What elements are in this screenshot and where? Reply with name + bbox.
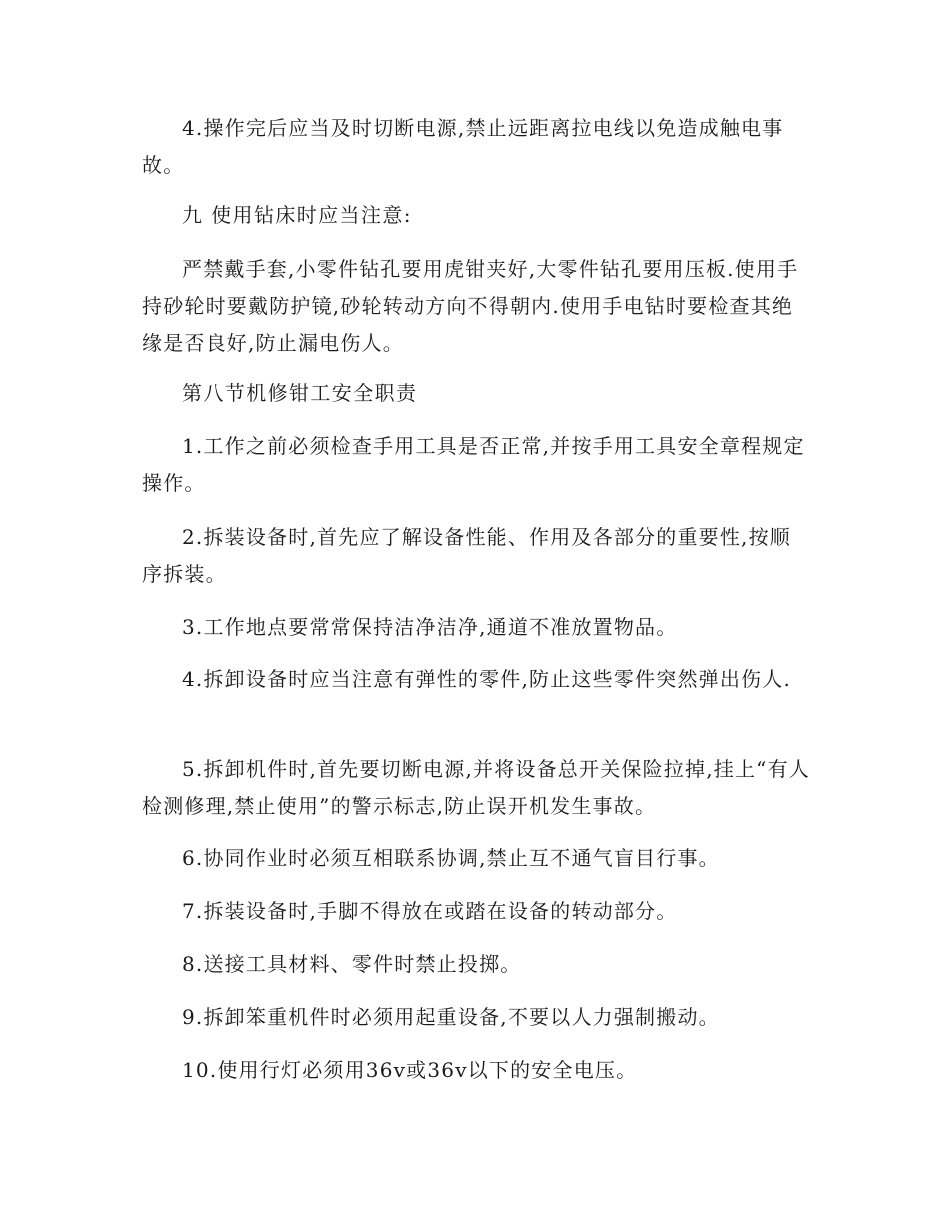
- list-item-3: 3.工作地点要常常保持洁净洁净,通道不准放置物品。: [182, 615, 678, 639]
- paragraph-power-off: 4.操作完后应当及时切断电源,禁止远距离拉电线以免造成触电事故。: [142, 116, 784, 177]
- paragraph-drill-press-rules: 严禁戴手套,小零件钻孔要用虎钳夹好,大零件钻孔要用压板.使用手持砂轮时要戴防护镜,砂轮转动方向不得朝内.使用手电钻时要检查其绝缘是否良好,防止漏电伤人。: [142, 257, 799, 355]
- list-item-5: 5.拆卸机件时,首先要切断电源,并将设备总开关保险拉掉,挂上“有人检测修理,禁止使用”的警示标志,防止误开机发生事故。: [142, 757, 810, 818]
- list-item-7: 7.拆装设备时,手脚不得放在或踏在设备的转动部分。: [182, 899, 678, 923]
- list-item-10: 10.使用行灯必须用36v或36v以下的安全电压。: [182, 1058, 638, 1082]
- list-item-1: 1.工作之前必须检查手用工具是否正常,并按手用工具安全章程规定操作。: [142, 434, 805, 495]
- list-item-6: 6.协同作业时必须互相联系协调,禁止互不通气盲目行事。: [182, 846, 720, 870]
- list-item-8: 8.送接工具材料、零件时禁止投掷。: [182, 952, 522, 976]
- section-heading-drill-press: 九 使用钻床时应当注意:: [182, 203, 412, 227]
- list-item-9: 9.拆卸笨重机件时必须用起重设备,不要以人力强制搬动。: [182, 1005, 720, 1029]
- list-item-4: 4.拆卸设备时应当注意有弹性的零件,防止这些零件突然弹出伤人.: [182, 667, 791, 691]
- section-heading-fitter-duties: 第八节机修钳工安全职责: [182, 381, 418, 405]
- list-item-2: 2.拆装设备时,首先应了解设备性能、作用及各部分的重要性,按顺序拆装。: [142, 525, 791, 586]
